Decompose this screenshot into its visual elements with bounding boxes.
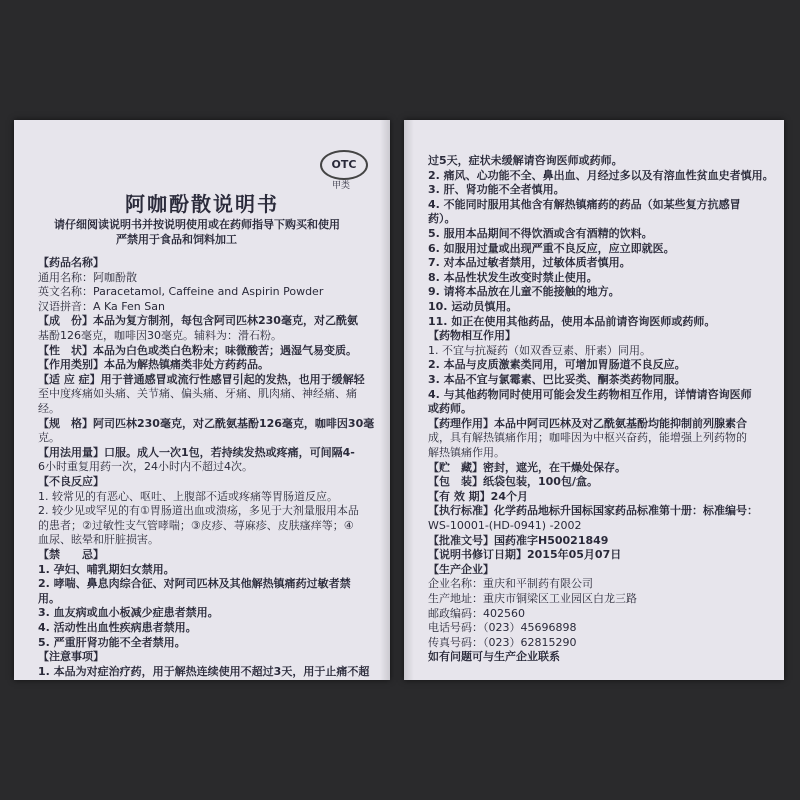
text-line: 的患者；②过敏性支气管哮喘；③皮疹、荨麻疹、皮肤瘙痒等；④ [38, 518, 354, 532]
section-line: 【不良反应】 [38, 475, 104, 488]
text-line: 通用名称：阿咖酚散 [38, 270, 137, 284]
right-page [404, 120, 784, 680]
text-line: 9. 请将本品放在儿童不能接触的地方。 [428, 285, 620, 299]
section-line: 【包 装】纸袋包装，100包/盒。 [428, 475, 598, 489]
text-line: 成，具有解热镇痛作用；咖啡因为中枢兴奋药，能增强上列药物的 [428, 431, 747, 445]
text-line: 传真号码：（023）62815290 [428, 635, 577, 649]
text-line: 6. 如服用过量或出现严重不良反应，应立即就医。 [428, 241, 675, 255]
text-line: 4. 与其他药物同时使用可能会发生药物相互作用，详情请咨询医师 [428, 387, 752, 401]
section-line: 【贮 藏】密封，遮光，在干燥处保存。 [428, 460, 626, 474]
section-line: 【生产企业】 [428, 562, 494, 576]
text-line: 4. 活动性出血性疾病患者禁用。 [38, 621, 197, 634]
text-line: 11. 如正在使用其他药品，使用本品前请咨询医师或药师。 [428, 314, 716, 328]
section-line: 【规 格】阿司匹林230毫克，对乙酰氨基酚126毫克，咖啡因30毫 [38, 416, 375, 430]
text-line: WS-10001-(HD-0941) -2002 [428, 519, 582, 532]
section-line: 【有 效 期】24个月 [428, 489, 528, 503]
section-line: 【性 状】本品为白色或类白色粉末；味微酸苦；遇湿气易变质。 [38, 343, 357, 357]
text-line: 4. 不能同时服用其他含有解热镇痛药的药品（如某些复方抗感冒 [428, 197, 741, 211]
usage-warning: 请仔细阅读说明书并按说明使用或在药师指导下购买和使用 [54, 218, 340, 231]
text-line: 企业名称：重庆和平制药有限公司 [428, 577, 593, 591]
text-line: 血尿、眩晕和肝脏损害。 [38, 533, 159, 547]
text-line: 2. 本品与皮质激素类同用，可增加胃肠道不良反应。 [428, 358, 686, 372]
text-line: 5. 服用本品期间不得饮酒或含有酒精的饮料。 [428, 227, 653, 240]
section-line: 【批准文号】国药准字H50021849 [428, 533, 609, 547]
section-line: 【说明书修订日期】2015年05月07日 [428, 548, 622, 562]
text-line: 至中度疼痛如头痛、关节痛、偏头痛、牙痛、肌肉痛、神经痛、痛 [38, 387, 357, 401]
section-line: 【药理作用】本品中阿司匹林及对乙酰氨基酚均能抑制前列腺素合 [428, 416, 747, 430]
section-line: 【注意事项】 [38, 650, 104, 664]
text-line: 2. 较少见或罕见的有①胃肠道出血或溃疡，多见于大剂量服用本品 [38, 504, 359, 518]
right-page-text [404, 120, 784, 680]
text-line: 邮政编码：402560 [428, 606, 525, 620]
section-line: 【药物相互作用】 [428, 329, 516, 343]
text-line: 3. 本品不宜与氯霉素、巴比妥类、酮茶类药物同服。 [428, 373, 686, 386]
section-line: 【药品名称】 [38, 256, 104, 269]
text-line: 经。 [38, 402, 60, 415]
left-page-text [14, 120, 390, 680]
section-line: 【适 应 症】用于普通感冒或流行性感冒引起的发热，也用于缓解轻 [38, 372, 365, 386]
text-line: 1. 本品为对症治疗药，用于解热连续使用不超过3天，用于止痛不超 [38, 664, 370, 678]
text-line: 解热镇痛作用。 [428, 446, 505, 459]
section-line: 【成 份】本品为复方制剂，每包含阿司匹林230毫克，对乙酰氨 [38, 314, 358, 328]
text-line: 2. 哮喘、鼻息肉综合征、对阿司匹林及其他解热镇痛药过敏者禁 [38, 577, 351, 591]
document-title: 阿咖酚散说明书 [125, 192, 279, 216]
section-line: 【执行标准】化学药品地标升国标国家药品标准第十册：标准编号： [428, 504, 758, 518]
otc-badge: OTC [320, 150, 368, 180]
section-line: 【禁 忌】 [38, 548, 104, 561]
section-line: 【用法用量】口服。成人一次1包，若持续发热或疼痛，可间隔4- [38, 445, 355, 459]
text-line: 8. 本品性状发生改变时禁止使用。 [428, 270, 598, 284]
text-line: 6小时重复用药一次，24小时内不超过4次。 [38, 460, 253, 474]
text-line: 或药师。 [428, 402, 472, 416]
text-line: 1. 不宜与抗凝药（如双香豆素、肝素）同用。 [428, 343, 651, 357]
text-line: 用。 [38, 591, 60, 605]
text-line: 1. 孕妇、哺乳期妇女禁用。 [38, 562, 175, 576]
text-line: 过5天，症状未缓解请咨询医师或药师。 [428, 154, 623, 167]
text-line: 7. 对本品过敏者禁用，过敏体质者慎用。 [428, 256, 631, 270]
otc-category-label: 甲类 [332, 181, 351, 191]
text-line: 基酚126毫克，咖啡因30毫克。辅料为：滑石粉。 [38, 329, 282, 342]
text-line: 汉语拼音：A Ka Fen San [38, 299, 165, 313]
text-line: 3. 血友病或血小板减少症患者禁用。 [38, 606, 219, 620]
text-line: 1. 较常见的有恶心、呕吐、上腹部不适或疼痛等胃肠道反应。 [38, 489, 338, 503]
text-line: 克。 [38, 431, 60, 445]
left-page [14, 120, 390, 680]
text-line: 10. 运动员慎用。 [428, 300, 518, 313]
text-line: 药）。 [428, 212, 456, 226]
text-line: 2. 痛风、心功能不全、鼻出血、月经过多以及有溶血性贫血史者慎用。 [428, 168, 774, 182]
text-line: 英文名称：Paracetamol, Caffeine and Aspirin Powder [38, 285, 324, 299]
section-line: 【作用类别】本品为解热镇痛类非处方药药品。 [38, 358, 269, 372]
text-line: 5. 严重肝肾功能不全者禁用。 [38, 635, 186, 649]
text-line: 3. 肝、肾功能不全者慎用。 [428, 183, 565, 197]
text-line: 电话号码：（023）45696898 [428, 621, 577, 635]
text-line: 生产地址：重庆市铜梁区工业园区白龙三路 [428, 592, 637, 605]
text-line: 如有问题可与生产企业联系 [428, 650, 560, 664]
usage-warning-2: 严禁用于食品和饲料加工 [116, 233, 237, 246]
